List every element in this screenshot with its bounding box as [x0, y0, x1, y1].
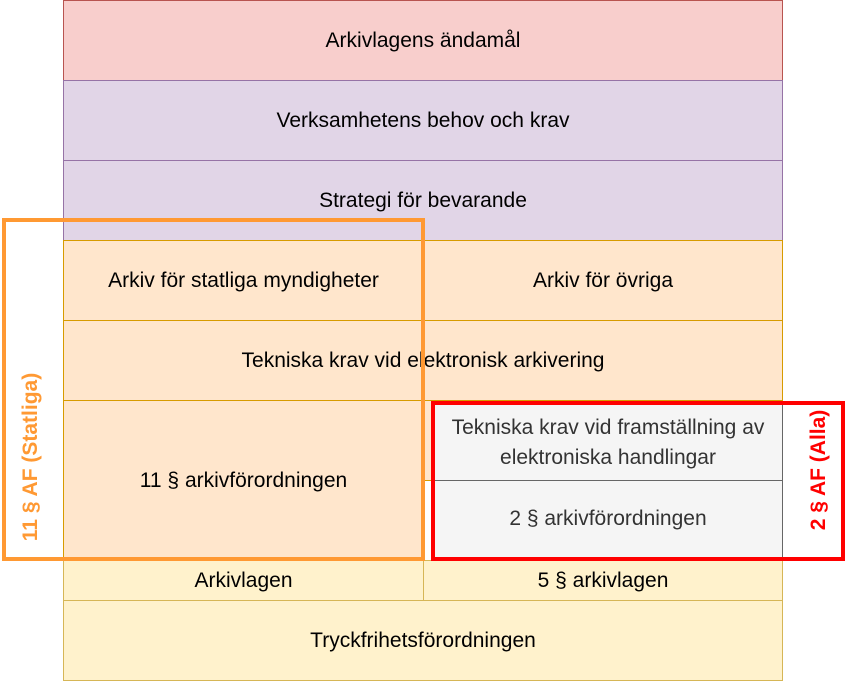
- layer-press-freedom: [63, 600, 783, 681]
- layer-needs: [63, 80, 783, 161]
- state-frame: [2, 218, 425, 561]
- layer-section-11-label: 11 § arkivförordningen: [139, 468, 348, 492]
- all-frame: [431, 401, 845, 561]
- layer-archive-act-label: Arkivlagen: [194, 568, 293, 592]
- layer-production-requirements-label: Tekniska krav vid framställning av elektroniska handlingar: [451, 415, 765, 469]
- layer-strategy-label: Strategi för bevarande: [319, 188, 527, 212]
- layer-purpose: [63, 0, 783, 81]
- layer-needs-label: Verksamhetens behov och krav: [276, 108, 570, 132]
- state-frame-label: 11 § AF (Statliga): [19, 372, 42, 542]
- layer-archive-act: [63, 560, 424, 601]
- layer-press-freedom-label: Tryckfrihetsförordningen: [310, 628, 536, 652]
- all-frame-label: 2 § AF (Alla): [807, 409, 830, 531]
- layer-tech-requirements-label: Tekniska krav vid elektronisk arkivering: [241, 348, 605, 372]
- layer-purpose-label: Arkivlagens ändamål: [325, 28, 521, 52]
- layer-other-archives-label: Arkiv för övriga: [532, 268, 674, 292]
- layer-state-archives-label: Arkiv för statliga myndigheter: [108, 268, 379, 292]
- layer-section-5: [423, 560, 783, 601]
- layer-section-5-label: 5 § arkivlagen: [537, 568, 669, 592]
- layer-section-2-label: 2 § arkivförordningen: [509, 507, 707, 530]
- layer-other-archives: [423, 240, 783, 321]
